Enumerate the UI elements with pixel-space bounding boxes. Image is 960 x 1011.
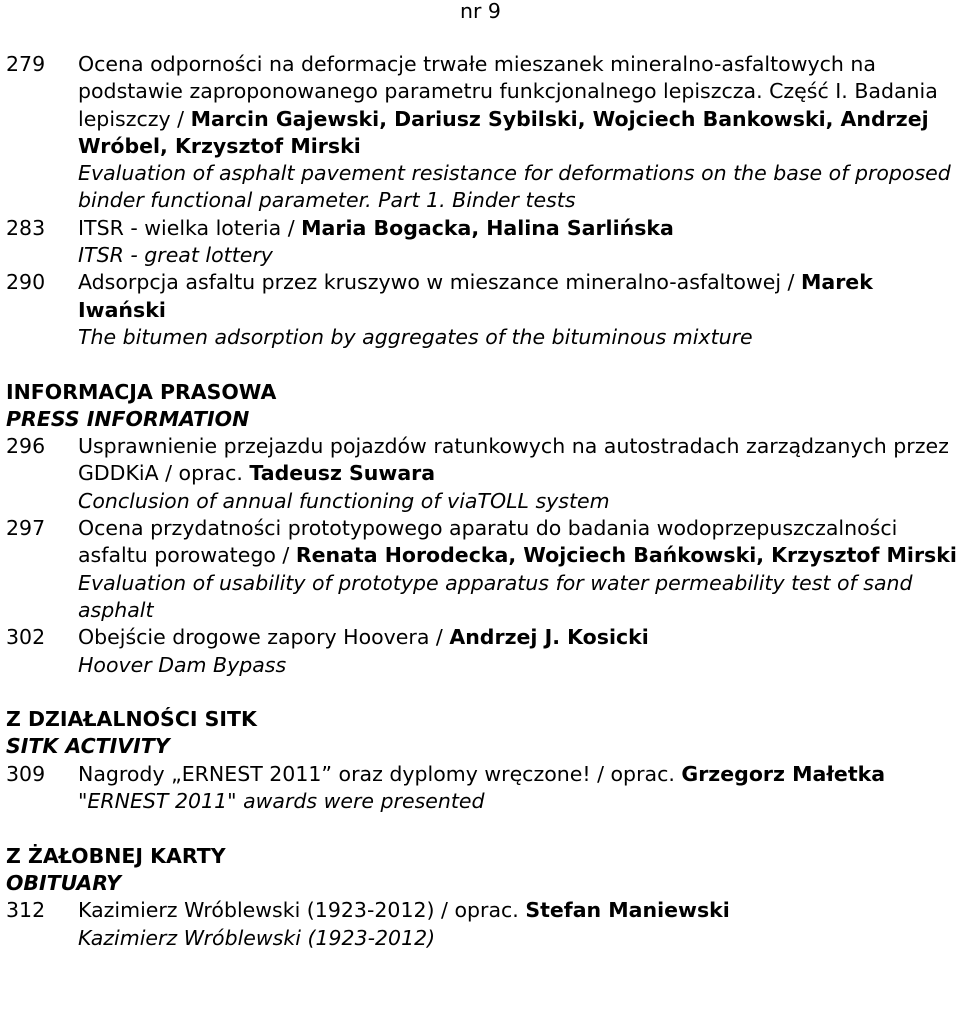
entry-text [78, 761, 958, 816]
entry-translation: Kazimierz Wróblewski (1923-2012) [78, 925, 436, 950]
entry-title: Usprawnienie przejazdu pojazdów ratunkowych na autostradach zarządzanych przez GDDKiA / oprac. [78, 434, 949, 486]
section-sitk-activity [6, 706, 958, 815]
entry-page-number: 290 [6, 270, 46, 295]
entry-translation: Evaluation of usability of prototype apparatus for water permeability test of sand asphalt [78, 570, 913, 622]
toc-entry [6, 433, 958, 515]
entry-title: Nagrody „ERNEST 2011” oraz dyplomy wręczone! / oprac. [78, 761, 682, 786]
toc-entry [6, 215, 958, 270]
toc-entry [6, 624, 958, 679]
entry-text [78, 515, 958, 624]
entry-authors: Renata Horodecka, Wojciech Bańkowski, Krzysztof Mirski [295, 543, 957, 568]
section-heading: Z DZIAŁALNOŚCI SITK [6, 707, 257, 732]
entry-text [78, 215, 958, 270]
section-heading: Z ŻAŁOBNEJ KARTY [6, 843, 226, 868]
entry-text [78, 624, 958, 679]
entry-title: Adsorpcja asfaltu przez kruszywo w mieszance mineralno-asfaltowej / [78, 270, 801, 295]
table-of-contents [6, 51, 958, 952]
entry-page-number: 312 [6, 898, 46, 923]
section-press-information [6, 379, 958, 679]
entry-authors: Maria Bogacka, Halina Sarlińska [301, 215, 674, 240]
section-heading-english: OBITUARY [6, 870, 122, 895]
entry-translation: ITSR - great lottery [78, 243, 273, 268]
entry-translation: The bitumen adsorption by aggregates of the bituminous mixture [78, 324, 753, 349]
entry-title: Ocena przydatności prototypowego aparatu do badania wodoprzepuszczalności asfaltu porowatego / [78, 516, 898, 568]
entry-authors: Marek Iwański [78, 270, 873, 322]
entry-authors: Grzegorz Małetka [681, 761, 886, 786]
entry-title: Kazimierz Wróblewski (1923-2012) / oprac. [78, 898, 526, 923]
toc-entry [6, 269, 958, 351]
entry-translation: "ERNEST 2011" awards were presented [78, 789, 485, 814]
entry-page-number: 296 [6, 434, 46, 459]
section-heading-english: PRESS INFORMATION [6, 406, 250, 431]
entry-page-number: 309 [6, 761, 46, 786]
entry-page-number: 297 [6, 516, 46, 541]
entry-authors: Andrzej J. Kosicki [449, 625, 649, 650]
page-number: nr 9 [460, 0, 501, 23]
toc-entry [6, 761, 958, 816]
entry-text [78, 51, 958, 215]
entry-title: ITSR - wielka loteria / [78, 215, 302, 240]
entry-text [78, 897, 958, 952]
entry-translation: Hoover Dam Bypass [78, 652, 287, 677]
entry-page-number: 279 [6, 52, 46, 76]
entry-translation: Evaluation of asphalt pavement resistance for deformations on the base of proposed binder functional parameter. Part 1. Binder tests [78, 161, 951, 213]
entry-page-number: 283 [6, 215, 46, 240]
entry-text [78, 433, 958, 515]
entry-authors: Tadeusz Suwara [249, 461, 436, 486]
toc-entry [6, 897, 958, 952]
entry-authors: Marcin Gajewski, Dariusz Sybilski, Wojciech Bankowski, Andrzej Wróbel, Krzysztof Mirski [78, 106, 929, 158]
entry-authors: Stefan Maniewski [525, 898, 730, 923]
toc-entry [6, 51, 958, 215]
section-heading-english: SITK ACTIVITY [6, 734, 170, 759]
entry-translation: Conclusion of annual functioning of viaTOLL system [78, 488, 610, 513]
entry-text [78, 269, 958, 351]
toc-entry [6, 515, 958, 624]
entry-title: Ocena odporności na deformacje trwałe mieszanek mineralno-asfaltowych na podstawie zaproponowanego parametru funkcjonalnego lepiszcza. Część I. Badania lepiszczy / [78, 52, 938, 131]
section-heading: INFORMACJA PRASOWA [6, 379, 277, 404]
section-obituary [6, 843, 958, 952]
entry-page-number: 302 [6, 625, 46, 650]
entry-title: Obejście drogowe zapory Hoovera / [78, 625, 450, 650]
